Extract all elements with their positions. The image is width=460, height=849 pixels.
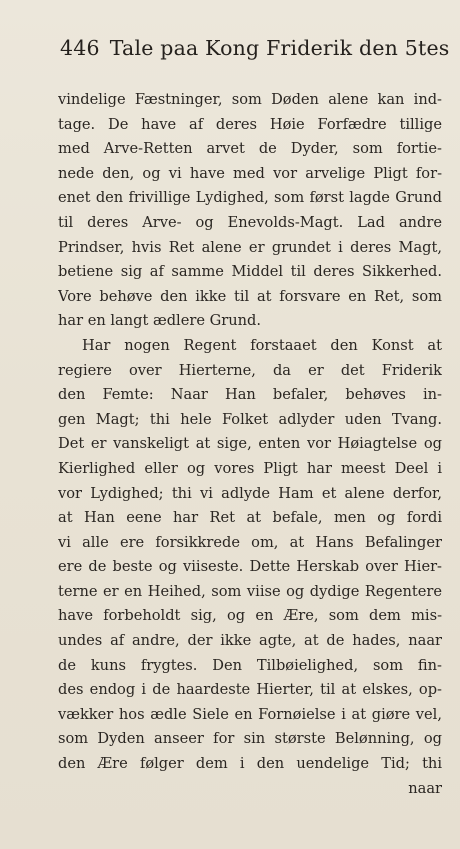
text-line: har en langt ædlere Grund. bbox=[58, 312, 262, 330]
text-line: som Dyden anseer for sin største Belønning, og bbox=[58, 730, 442, 748]
text-line: terne er en Heihed, som viise og dydige Regentere bbox=[58, 582, 442, 600]
text-line: betiene sig af samme Middel til deres Sikkerhed. bbox=[58, 263, 442, 281]
text-line: Kierlighed eller og vores Pligt har meest Deel i bbox=[58, 459, 442, 477]
running-title: Tale paa Kong Friderik den 5tes bbox=[109, 36, 450, 60]
text-line: gen Magt; thi hele Folket adlyder uden Tvang. bbox=[58, 410, 442, 428]
text-line: Prindser, hvis Ret alene er grundet i deres Magt, bbox=[58, 238, 442, 256]
text-line: have forbeholdt sig, og en Ære, som dem mis- bbox=[58, 607, 442, 625]
text-line: vor Lydighed; thi vi adlyde Ham et alene derfor, bbox=[58, 484, 442, 502]
text-line: vi alle ere forsikkrede om, at Hans Befalinger bbox=[58, 533, 442, 551]
text-line: den Femte: Naar Han befaler, behøves in- bbox=[58, 386, 442, 404]
text-line: nede den, og vi have med vor arvelige Pligt for- bbox=[58, 164, 442, 182]
text-line: vindelige Fæstninger, som Døden alene kan ind- bbox=[58, 91, 442, 108]
body-text bbox=[58, 88, 442, 801]
page-number: 446 bbox=[60, 36, 100, 60]
text-line: des endog i de haardeste Hierter, til at elskes, op- bbox=[58, 681, 442, 699]
text-line: Vore behøve den ikke til at forsvare en Ret, som bbox=[58, 287, 442, 305]
text-line: ere de beste og viiseste. Dette Herskab over Hier- bbox=[58, 558, 442, 576]
text-line: Det er vanskeligt at sige, enten vor Høiagtelse og bbox=[58, 435, 442, 453]
paragraph-start-line: Har nogen Regent forstaaet den Konst at bbox=[82, 336, 442, 354]
text-line: den Ære følger dem i den uendelige Tid; thi bbox=[58, 755, 442, 773]
text-line: enet den frivillige Lydighed, som først lagde Grund bbox=[58, 189, 442, 207]
text-line: de kuns frygtes. Den Tilbøielighed, som fin- bbox=[58, 656, 442, 674]
catchword: naar bbox=[408, 779, 442, 797]
text-line: tage. De have af deres Høie Forfædre tillige bbox=[58, 115, 442, 133]
text-line: regiere over Hierterne, da er det Friderik bbox=[58, 361, 442, 379]
text-line: undes af andre, der ikke agte, at de hades, naar bbox=[58, 632, 442, 650]
text-line: med Arve-Retten arvet de Dyder, som fortie- bbox=[58, 140, 442, 158]
text-line: at Han eene har Ret at befale, men og fordi bbox=[58, 509, 442, 527]
text-line: vækker hos ædle Siele en Fornøielse i at giøre vel, bbox=[58, 705, 442, 723]
page-header bbox=[60, 36, 450, 60]
text-line: til deres Arve- og Enevolds-Magt. Lad andre bbox=[58, 213, 442, 231]
